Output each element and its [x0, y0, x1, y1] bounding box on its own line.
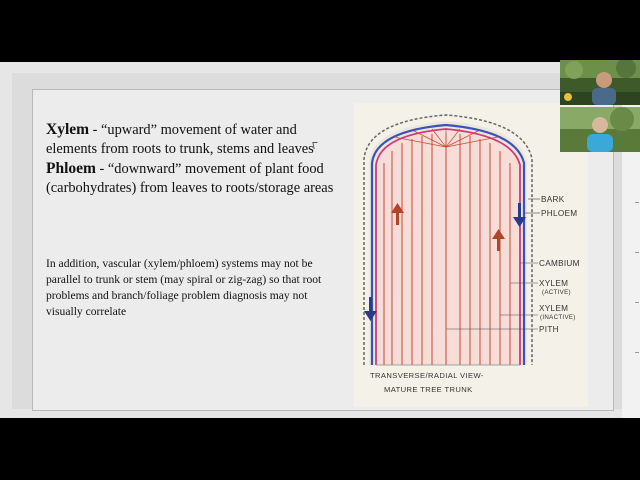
phloem-description: - “downward” movement of plant food (carbohydrates) from leaves to roots/storage areas [46, 161, 334, 196]
label-active: (ACTIVE) [542, 289, 571, 296]
mouse-cursor-icon [312, 142, 318, 149]
xylem-description: - “upward” movement of water and elements from roots to trunk, stems and leaves [46, 122, 314, 157]
slide-frame [12, 73, 622, 409]
diagram-caption-line1: TRANSVERSE/RADIAL VIEW- [370, 371, 484, 380]
label-cambium: CAMBIUM [539, 259, 580, 268]
vascular-note: In addition, vascular (xylem/phloem) systems may not be parallel to trunk or stem (may spiral or zig-zag) so that root problems and branch/foliage problem diagnosis may not visually correlate [46, 257, 322, 318]
diagram-caption-line2: MATURE TREE TRUNK [384, 385, 473, 394]
label-inactive: (INACTIVE) [540, 314, 576, 321]
tree-trunk-diagram [354, 103, 588, 407]
presentation-slide [32, 89, 614, 411]
label-xylem-inactive: XYLEM [539, 304, 569, 313]
participant-video-1[interactable] [560, 60, 640, 105]
label-phloem: PHLOEM [541, 209, 578, 218]
person-video-icon [560, 107, 640, 152]
letterbox-top [0, 0, 640, 62]
letterbox-bottom [0, 418, 640, 480]
xylem-phloem-definition [46, 120, 336, 198]
shared-screen [0, 62, 640, 418]
person-video-icon [560, 60, 640, 105]
participant-video-2[interactable] [560, 107, 640, 152]
trunk-drawing [354, 103, 588, 407]
label-pith: PITH [539, 325, 559, 334]
xylem-term: Xylem [46, 121, 90, 138]
label-xylem-active: XYLEM [539, 279, 569, 288]
phloem-term: Phloem [46, 160, 96, 177]
label-bark: BARK [541, 195, 565, 204]
